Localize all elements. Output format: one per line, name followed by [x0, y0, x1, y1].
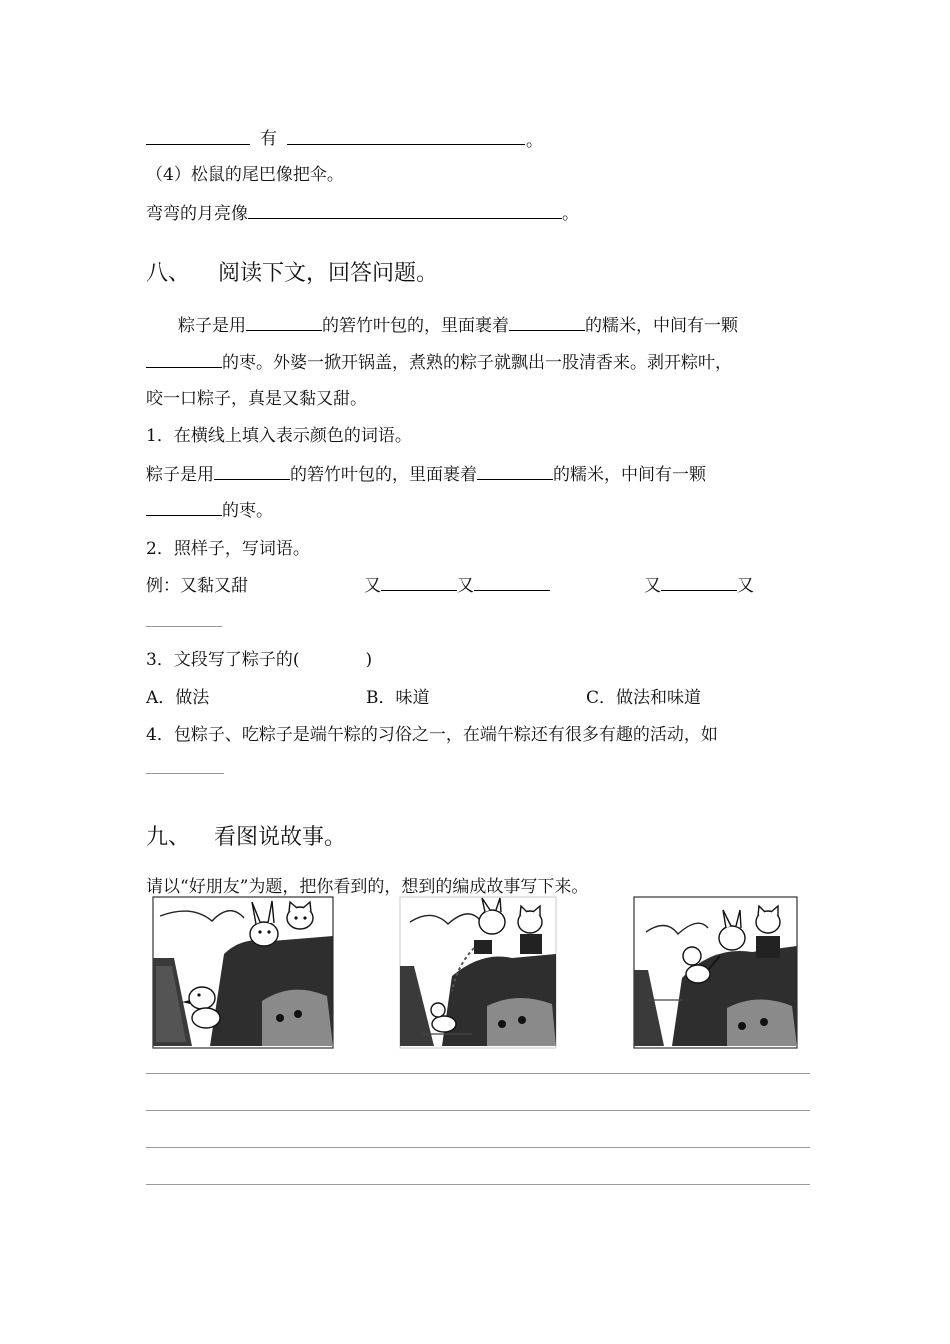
section-9-prompt: 请以“好朋友”为题，把你看到的，想到的编成故事写下来。	[146, 877, 589, 897]
section-8-number: 八、	[146, 261, 191, 286]
q3-close: )	[365, 650, 373, 670]
section-9-title: 看图说故事。	[214, 825, 347, 850]
passage-line-2	[146, 348, 732, 373]
panel-1	[153, 897, 333, 1048]
question-1-line-1	[146, 460, 706, 485]
has-word: 有	[260, 129, 277, 149]
panel-2	[400, 897, 556, 1048]
writing-line-3[interactable]	[146, 1147, 810, 1148]
you-char: 又	[737, 576, 754, 596]
q2-blank-2[interactable]	[474, 572, 550, 591]
q2-blank-4[interactable]	[146, 612, 222, 627]
moon-answer-line[interactable]	[248, 200, 562, 219]
q3-text: 3．文段写了粽子的(	[146, 650, 300, 670]
q2-blank-1[interactable]	[381, 572, 457, 591]
question-2-label: 2．照样子，写词语。	[146, 539, 310, 559]
q1-text: 的糯米，中间有一颗	[553, 465, 706, 485]
writing-line-4[interactable]	[146, 1184, 810, 1185]
q4-answer-line[interactable]	[146, 759, 224, 774]
question-4-label: 4．包粽子、吃粽子是端午粽的习俗之一，在端午粽还有很多有趣的活动，如	[146, 725, 718, 745]
question-2-example: 例：又黏又甜	[146, 576, 248, 596]
passage-blank-1[interactable]	[246, 312, 322, 331]
you-char: 又	[644, 576, 661, 596]
passage-blank-3[interactable]	[146, 349, 222, 368]
q2-blank-3[interactable]	[661, 572, 737, 591]
passage-line-3: 咬一口粽子，真是又黏又甜。	[146, 389, 367, 409]
question-1-line-2	[146, 496, 273, 521]
q3-option-c[interactable]: C．做法和味道	[586, 688, 702, 708]
question-2-pattern-1	[364, 571, 550, 596]
q1-blank-1[interactable]	[214, 461, 290, 480]
comic-strip	[152, 896, 798, 1050]
passage-text: 粽子是用	[178, 316, 246, 336]
q1-blank-2[interactable]	[477, 461, 553, 480]
answer-line-top-left[interactable]	[146, 126, 250, 150]
question-2-pattern-2	[644, 571, 754, 596]
you-char: 又	[364, 576, 381, 596]
question-3-label	[146, 645, 372, 670]
you-char: 又	[457, 576, 474, 596]
q1-text: 粽子是用	[146, 465, 214, 485]
moon-sentence	[146, 199, 579, 224]
q3-option-b[interactable]: B．味道	[366, 688, 430, 708]
passage-blank-2[interactable]	[509, 312, 585, 331]
writing-line-2[interactable]	[146, 1110, 810, 1111]
answer-line-top-right[interactable]	[287, 126, 525, 150]
passage-text: 的糯米，中间有一颗	[585, 316, 738, 336]
section-9-number: 九、	[146, 825, 191, 850]
top-period: 。	[526, 131, 543, 151]
q1-text: 的箬竹叶包的，里面裹着	[290, 465, 477, 485]
passage-text: 的箬竹叶包的，里面裹着	[322, 316, 509, 336]
q3-option-a[interactable]: A．做法	[146, 688, 210, 708]
q1-text: 的枣。	[222, 501, 273, 521]
section-8-title: 阅读下文，回答问题。	[218, 261, 439, 286]
question-1-label: 1．在横线上填入表示颜色的词语。	[146, 426, 412, 446]
moon-suffix: 。	[562, 204, 579, 224]
q1-blank-3[interactable]	[146, 497, 222, 516]
writing-line-1[interactable]	[146, 1073, 810, 1074]
passage-line-1	[178, 311, 738, 336]
passage-text: 的枣。外婆一掀开锅盖，煮熟的粽子就飘出一股清香来。剥开粽叶，	[222, 353, 732, 373]
question-4-squirrel: （4）松鼠的尾巴像把伞。	[146, 165, 344, 185]
moon-prefix: 弯弯的月亮像	[146, 204, 248, 224]
panel-3	[634, 897, 797, 1048]
